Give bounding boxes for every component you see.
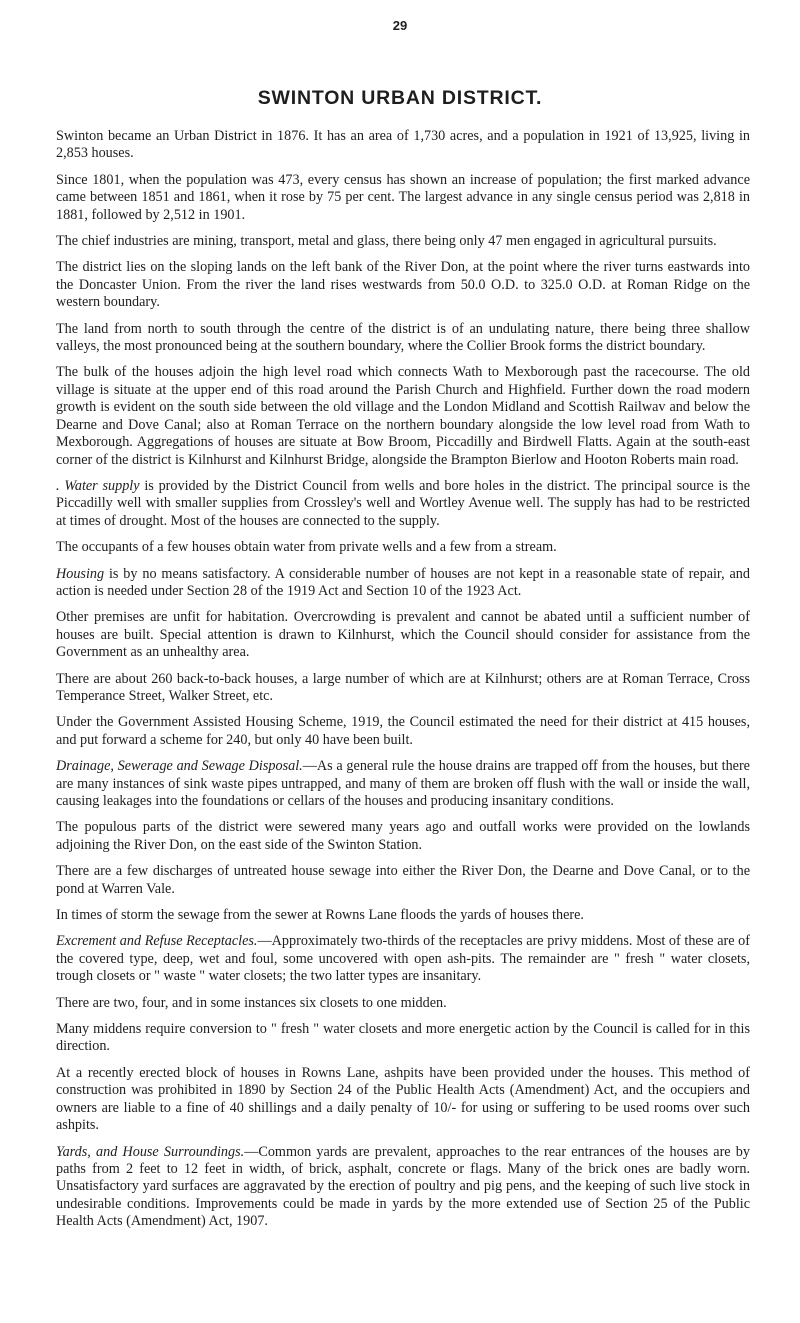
paragraph-text: Since 1801, when the population was 473, every census has shown an increase of population; the first marked advance came between 1851 and 1861, when it rose by 75 per cent. The largest advance in any single census period was 2,818 in 1881, followed by 2,512 in 1901. bbox=[56, 171, 750, 223]
paragraph bbox=[56, 1065, 750, 1135]
paragraph bbox=[56, 321, 750, 356]
paragraph bbox=[56, 259, 750, 311]
section-heading: Excrement and Refuse Receptacles. bbox=[56, 933, 258, 950]
paragraph-text: The district lies on the sloping lands on the left bank of the River Don, at the point where the river turns eastwards into the Doncaster Union. From the river the land rises westwards from 50.0 O.D. to 325.0 O.D. at Roman Ridge on the western boundary. bbox=[56, 259, 750, 311]
section-heading: Housing bbox=[56, 565, 105, 582]
paragraph-text: The chief industries are mining, transport, metal and glass, there being only 47 men engaged in agricultural pursuits. bbox=[56, 233, 717, 250]
paragraph bbox=[56, 172, 750, 224]
paragraph-text: At a recently erected block of houses in Rowns Lane, ashpits have been provided under the houses. This method of construction was prohibited in 1890 by Section 24 of the Public Health Acts (Amendment) Act, and the occupiers and owners are liable to a fine of 40 shillings and a daily penalty of 10/- for using or suffering to be used rooms over such ashpits. bbox=[56, 1064, 750, 1134]
paragraph-text: Other premises are unfit for habitation. Overcrowding is prevalent and cannot be abated until a sufficient number of houses are built. Special attention is drawn to Kilnhurst, which the Council should consider for assistance from the Government as an unhealthy area. bbox=[56, 609, 750, 661]
paragraph-text: There are a few discharges of untreated house sewage into either the River Don, the Dearne and Dove Canal, or to the pond at Warren Vale. bbox=[56, 863, 750, 897]
paragraph bbox=[56, 995, 750, 1012]
paragraph bbox=[56, 758, 750, 810]
paragraph-text: The bulk of the houses adjoin the high level road which connects Wath to Mexborough past the racecourse. The old village is situate at the upper end of this road around the Parish Church and Highfield. Further down the road modern growth is evident on the south side between the old village and the London Midland and Scottish Railwav and below the Dearne and Dove Canal; also at Roman Terrace on the northern boundary alongside the low level road from Wath to Mexborough. Aggregations of houses are situate at Bow Broom, Piccadilly and Birdwell Flatts. Again at the south-east corner of the district is Kilnhurst and Kilnhurst Bridge, alongside the Brampton Bierlow and Hooton Roberts main road. bbox=[56, 364, 750, 468]
paragraph-text: —Common yards are prevalent, approaches to the rear entrances of the houses are by paths from 2 feet to 12 feet in width, of brick, asphalt, concrete or flags. Many of the brick ones are badly worn. Unsatisfactory yard surfaces are aggravated by the erection of poultry and pig pens, and the keeping of such live stock in undesirable conditions. Improvements could be made in yards by the more extended use of Section 25 of the Public Health Acts (Amendment) Act, 1907. bbox=[56, 1143, 750, 1230]
paragraph-text: —Approximately two-thirds of the receptacles are privy middens. Most of these are of the covered type, deep, wet and foul, some uncovered with open ash-pits. The remainder are " fresh " water closets, trough closets or " waste " water closets; the two latter types are insanitary. bbox=[56, 933, 750, 985]
paragraph bbox=[56, 1144, 750, 1231]
paragraph bbox=[56, 566, 750, 601]
page-number: 29 bbox=[392, 18, 408, 33]
paragraph-text: Under the Government Assisted Housing Scheme, 1919, the Council estimated the need for their district at 415 houses, and put forward a scheme for 240, but only 40 have been built. bbox=[56, 714, 750, 748]
paragraph bbox=[56, 1021, 750, 1056]
paragraph bbox=[56, 933, 750, 985]
paragraph-text: Swinton became an Urban District in 1876. It has an area of 1,730 acres, and a population in 1921 of 13,925, living in 2,853 houses. bbox=[56, 128, 750, 162]
paragraph bbox=[56, 128, 750, 163]
paragraph-text: There are about 260 back-to-back houses, a large number of which are at Kilnhurst; others are at Roman Terrace, Cross Temperance Street, Walker Street, etc. bbox=[56, 670, 750, 704]
paragraph-text: is by no means satisfactory. A considerable number of houses are not kept in a reasonable state of repair, and action is needed under Section 28 of the 1919 Act and Section 10 of the 1923 Act. bbox=[56, 565, 750, 599]
paragraph bbox=[56, 539, 750, 556]
paragraph bbox=[56, 714, 750, 749]
paragraph-text: The land from north to south through the centre of the district is of an undulating nature, there being three shallow valleys, the most pronounced being at the southern boundary, where the Collier Brook forms the district boundary. bbox=[56, 320, 750, 355]
paragraph bbox=[56, 478, 750, 530]
paragraph bbox=[56, 907, 750, 924]
paragraph-text: Many middens require conversion to " fresh " water closets and more energetic action by the Council is called for in this direction. bbox=[56, 1021, 750, 1055]
paragraph bbox=[56, 609, 750, 661]
page-title: SWINTON URBAN DISTRICT. bbox=[257, 87, 543, 109]
paragraph-text: —As a general rule the house drains are trapped off from the houses, but there are many instances of sink waste pipes untrapped, and many of them are broken off flush with the wall or inside the wall, causing leakages into the foundations or cellars of the houses and producing insanitary conditions. bbox=[56, 758, 750, 809]
section-heading: Drainage, Sewerage and Sewage Disposal. bbox=[56, 758, 303, 775]
paragraph-text: There are two, four, and in some instances six closets to one midden. bbox=[56, 994, 447, 1011]
paragraph-text: is provided by the District Council from wells and bore holes in the district. The principal source is the Piccadilly well with smaller supplies from Crossley's well and Wortley Avenue well. The supply has had to be restricted at times of drought. Most of the houses are connected to the supply. bbox=[56, 477, 750, 529]
body-text bbox=[56, 128, 750, 1240]
paragraph bbox=[56, 863, 750, 898]
section-heading: Yards, and House Surroundings. bbox=[56, 1143, 245, 1160]
paragraph bbox=[56, 671, 750, 706]
paragraph bbox=[56, 233, 750, 250]
paragraph-text: In times of storm the sewage from the sewer at Rowns Lane floods the yards of houses there. bbox=[56, 907, 584, 924]
paragraph bbox=[56, 819, 750, 854]
section-heading: . Water supply bbox=[56, 477, 140, 494]
paragraph-text: The populous parts of the district were sewered many years ago and outfall works were provided on the lowlands adjoining the River Don, on the east side of the Swinton Station. bbox=[56, 819, 750, 853]
paragraph bbox=[56, 364, 750, 468]
paragraph-text: The occupants of a few houses obtain water from private wells and a few from a stream. bbox=[56, 539, 557, 556]
